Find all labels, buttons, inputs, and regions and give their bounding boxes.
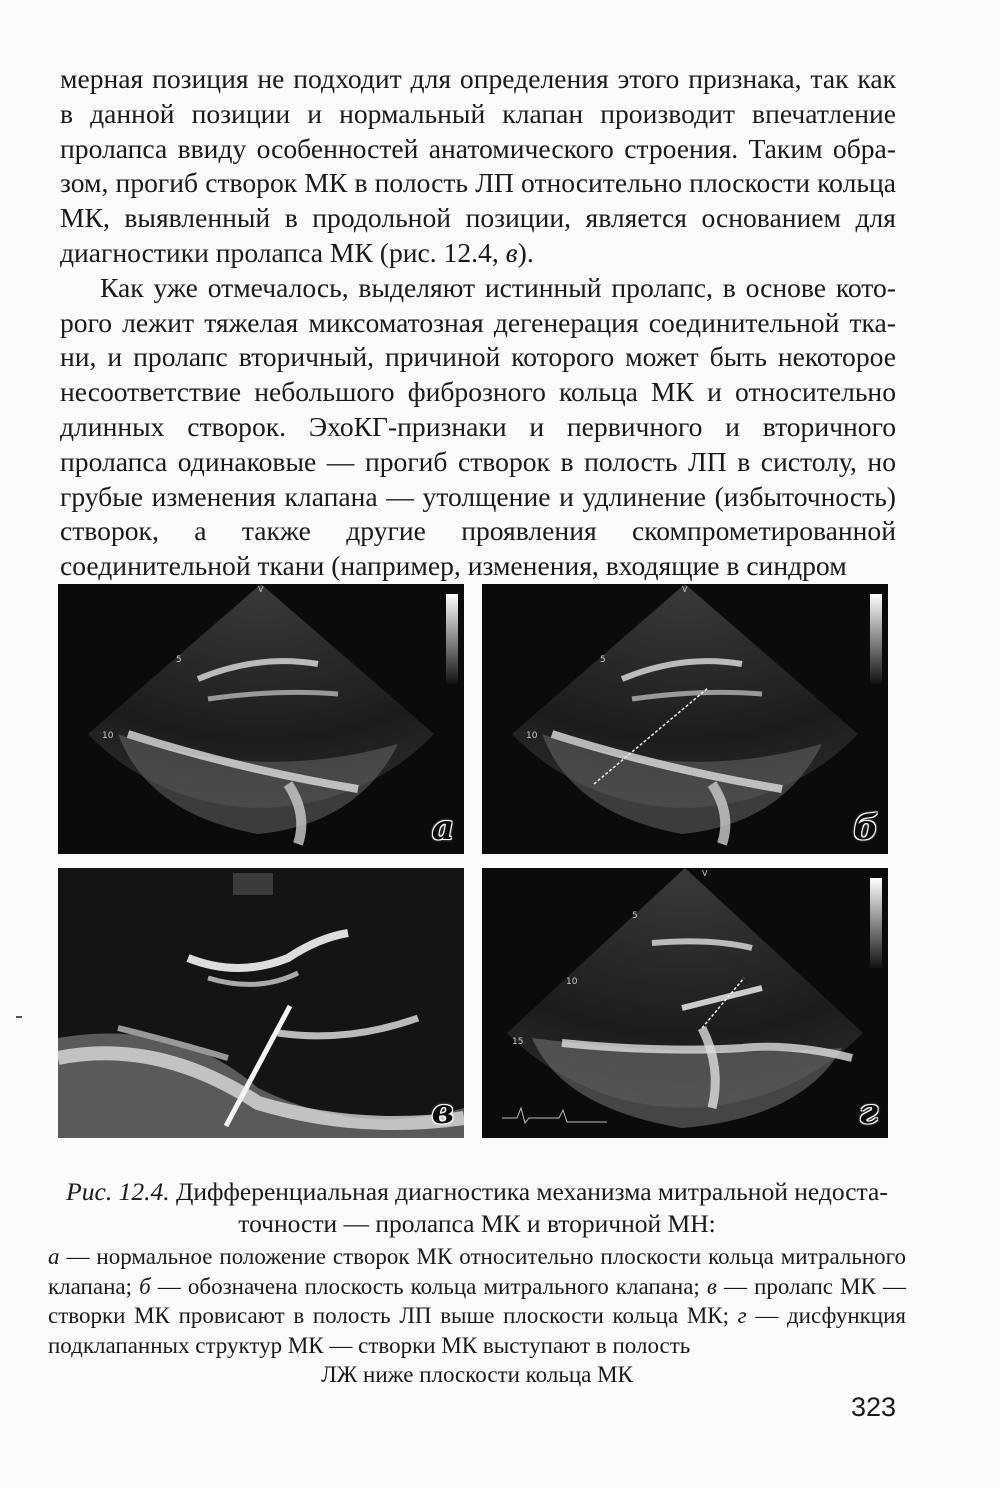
echo-panel-d <box>482 868 888 1138</box>
legend-key-b: б <box>139 1273 151 1299</box>
panel-label-a: а <box>431 808 454 848</box>
figure-12-4 <box>58 584 902 1152</box>
figure-reference: в <box>505 236 518 268</box>
legend-key-a: а <box>48 1244 60 1269</box>
body-text <box>60 62 896 584</box>
echo-panel-a <box>58 584 464 854</box>
probe-marker: V <box>682 585 688 594</box>
echo-image-d <box>482 868 888 1138</box>
margin-mark <box>16 1016 22 1018</box>
echo-panel-c <box>58 868 464 1138</box>
panel-label-d: г <box>858 1092 878 1132</box>
scale-tick-10: 10 <box>566 977 578 987</box>
legend-text-d: — дисфункция подклапанных структур МК — створки МК выступают в полость <box>48 1303 906 1358</box>
scale-tick-5: 5 <box>632 911 638 921</box>
page-number: 323 <box>850 1392 896 1422</box>
caption-text: Дифференциальная диагностика механизма митральной недостаточности — пролапса МК и вторичной МН: <box>175 1177 888 1238</box>
scale-tick-5: 5 <box>176 655 182 665</box>
paragraph-1 <box>60 62 896 271</box>
panel-label-b: б <box>853 808 878 848</box>
legend-text-c: — пролапс МК — створки МК провисают в полость ЛП выше плоскости кольца МК; <box>48 1273 907 1328</box>
probe-marker: V <box>702 869 708 878</box>
scale-tick-15: 15 <box>512 1037 524 1047</box>
echo-image-a <box>58 584 464 854</box>
scale-tick-10: 10 <box>526 731 538 741</box>
paragraph-1-end: ). <box>517 236 534 268</box>
paragraph-2: Как уже отмечалось, выделяют истинный пролапс, в основе которого лежит тяжелая миксоматозная дегенерация соединительной ткани, и пролапс вторичный, причиной которого может быть некоторое несоответствие небольшого фиброзного кольца МК и относительно длинных створок. ЭхоКГ-признаки и первичного и вторичного пролапса одинаковые — прогиб створок в полость ЛП в систолу, но грубые изменения клапана — утолщение и удлинение (избыточность) створок, а также другие проявления скомпрометированной соединительной ткани (например, изменения, входящие в синдром <box>60 271 896 582</box>
legend-key-c: в <box>706 1273 717 1299</box>
echo-image-b <box>482 584 888 854</box>
figure-caption <box>48 1176 906 1240</box>
legend-text-d-end: ЛЖ ниже плоскости кольца МК <box>321 1362 633 1387</box>
figure-legend <box>48 1242 906 1390</box>
legend-key-d: г <box>737 1303 747 1328</box>
legend-text-b: — обозначена плоскость кольца митрального клапана; <box>150 1273 707 1299</box>
legend-text-a: — нормальное положение створок МК относительно плоскости кольца митрального клапана; <box>48 1244 906 1299</box>
paragraph-1-text: мерная позиция не подходит для определения этого признака, так как в данной позиции и нормальный клапан производит впечатление пролапса ввиду особенностей анатомического строения. Таким образом, прогиб створок МК в полость ЛП относительно плоскости кольца МК, выявленный в продольной позиции, является основанием для диагностики пролапса МК (рис. 12.4, <box>60 63 896 268</box>
probe-marker: V <box>258 585 264 594</box>
scale-tick-10: 10 <box>102 731 114 741</box>
panel-label-c: в <box>431 1092 454 1132</box>
echo-panel-b <box>482 584 888 854</box>
echo-image-c <box>58 868 464 1138</box>
caption-label: Рис. 12.4. <box>66 1177 170 1206</box>
scale-tick-5: 5 <box>600 655 606 665</box>
